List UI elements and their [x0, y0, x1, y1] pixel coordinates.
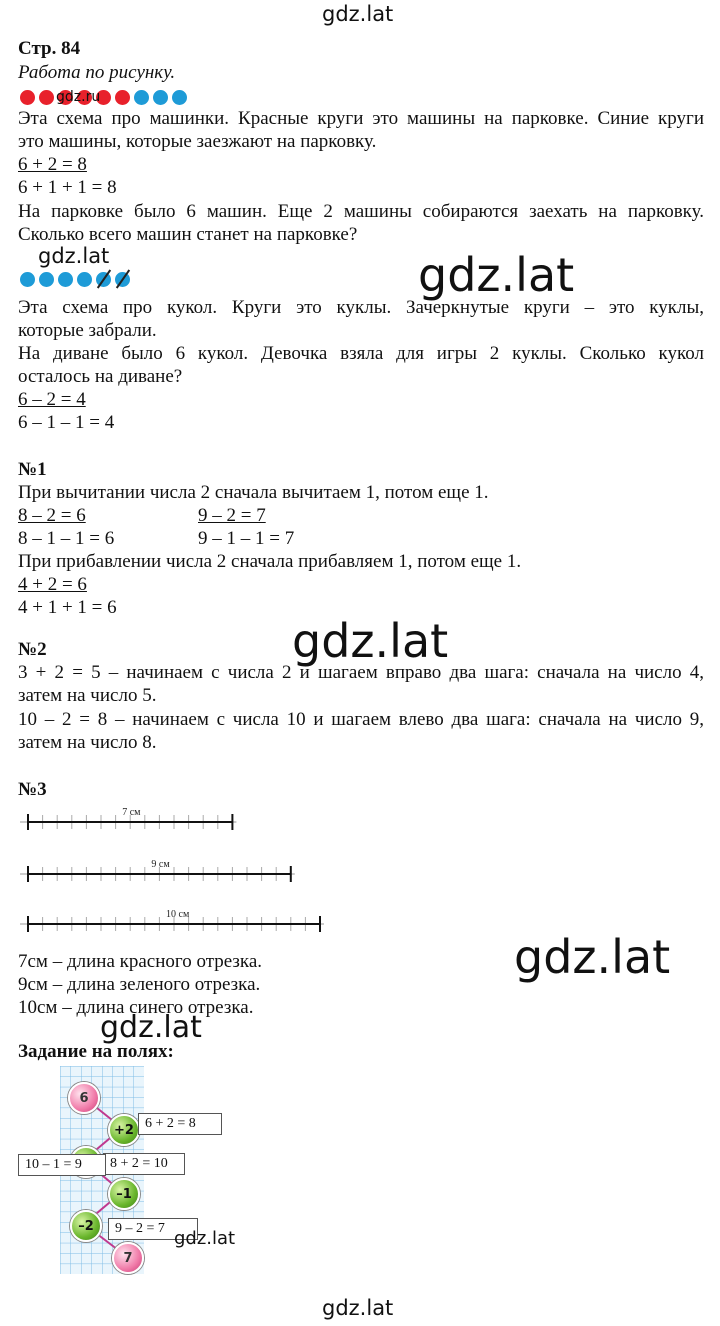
- n2-line2: затем на число 5.: [18, 685, 157, 706]
- n2-line3: 10 – 2 = 8 – начинаем с числа 10 и шагаем влево два шага: сначала на число 9,: [18, 709, 704, 730]
- strike-icon: [116, 269, 130, 288]
- crossed-circle: [96, 272, 111, 287]
- watermark-small-2: gdz.lat: [38, 244, 110, 268]
- watermark-top: gdz.lat: [322, 2, 394, 26]
- box-2: 8 + 2 = 10: [103, 1153, 185, 1175]
- ruler-label: 9 см: [151, 859, 170, 870]
- blue-circle: [20, 272, 35, 287]
- red-circle: [115, 90, 130, 105]
- ruler-label: 7 см: [122, 807, 141, 818]
- watermark-bottom: gdz.lat: [322, 1296, 394, 1320]
- n1-eqA2: 8 – 1 – 1 = 6: [18, 528, 115, 549]
- n2-line4: затем на число 8.: [18, 732, 157, 753]
- red-circle: [20, 90, 35, 105]
- diagram-node: –2: [70, 1210, 102, 1242]
- n1-eqA1: 8 – 2 = 6: [18, 505, 86, 526]
- page-title: Стр. 84: [18, 38, 81, 59]
- p2-eq2: 6 – 1 – 1 = 4: [18, 412, 115, 433]
- n2-title: №2: [18, 639, 47, 660]
- box-3: 10 – 1 = 9: [18, 1154, 106, 1176]
- n3-line2: 9см – длина зеленого отрезка.: [18, 974, 261, 995]
- ruler-label: 10 см: [166, 909, 190, 920]
- p2-line1: Эта схема про кукол. Круги это куклы. Зачеркнутые круги – это куклы,: [18, 297, 704, 318]
- subtitle: Работа по рисунку.: [18, 62, 176, 83]
- watermark-big-3: gdz.lat: [514, 930, 671, 984]
- n3-title: №3: [18, 779, 47, 800]
- n2-line1: 3 + 2 = 5 – начинаем с числа 2 и шагаем вправо два шага: сначала на число 4,: [18, 662, 704, 683]
- p1-line4: Сколько всего машин станет на парковке?: [18, 224, 358, 245]
- p2-line3: На диване было 6 кукол. Девочка взяла для игры 2 куклы. Сколько кукол: [18, 343, 704, 364]
- p2-line4: осталось на диване?: [18, 366, 183, 387]
- strike-icon: [97, 269, 111, 288]
- watermark-small-3: gdz.lat: [174, 1228, 236, 1249]
- p1-line2: это машины, которые заезжают на парковку.: [18, 131, 377, 152]
- p2-eq1: 6 – 2 = 4: [18, 389, 86, 410]
- box-4: 9 – 2 = 7: [108, 1218, 198, 1240]
- blue-circle: [39, 272, 54, 287]
- watermark-ru: gdz.ru: [56, 89, 101, 105]
- blue-circle: [134, 90, 149, 105]
- blue-circle: [58, 272, 73, 287]
- crossed-circle: [115, 272, 130, 287]
- n1-eqB2: 9 – 1 – 1 = 7: [198, 528, 295, 549]
- n1-title: №1: [18, 459, 47, 480]
- watermark-medium: gdz.lat: [100, 1010, 202, 1045]
- watermark-big-2: gdz.lat: [292, 614, 449, 668]
- blue-circle: [153, 90, 168, 105]
- diagram-node: 6: [68, 1082, 100, 1114]
- blue-circle: [77, 272, 92, 287]
- red-circle: [39, 90, 54, 105]
- n1-line2: При прибавлении числа 2 сначала прибавляем 1, потом еще 1.: [18, 551, 522, 572]
- diagram-node: +2: [108, 1114, 140, 1146]
- p1-line1: Эта схема про машинки. Красные круги это машины на парковке. Синие круги: [18, 108, 704, 129]
- n1-eqB1: 9 – 2 = 7: [198, 505, 266, 526]
- p2-line2: которые забрали.: [18, 320, 157, 341]
- diagram-node: –1: [108, 1178, 140, 1210]
- n1-eq4: 4 + 1 + 1 = 6: [18, 597, 117, 618]
- n3-line3: 10см – длина синего отрезка.: [18, 997, 254, 1018]
- scheme-dolls: [20, 272, 134, 292]
- n1-line1: При вычитании числа 2 сначала вычитаем 1, потом еще 1.: [18, 482, 489, 503]
- p1-eq1: 6 + 2 = 8: [18, 154, 87, 175]
- watermark-big-1: gdz.lat: [418, 248, 575, 302]
- margin-task-title: Задание на полях:: [18, 1041, 174, 1062]
- rulers: [18, 800, 358, 945]
- scheme-cars: [20, 90, 191, 110]
- blue-circle: [172, 90, 187, 105]
- p1-line3: На парковке было 6 машин. Еще 2 машины собираются заехать на парковку.: [18, 201, 704, 222]
- n3-line1: 7см – длина красного отрезка.: [18, 951, 263, 972]
- p1-eq2: 6 + 1 + 1 = 8: [18, 177, 117, 198]
- rulers-svg: [18, 800, 358, 940]
- diagram-node: 7: [112, 1242, 144, 1274]
- n1-eq3: 4 + 2 = 6: [18, 574, 87, 595]
- box-1: 6 + 2 = 8: [138, 1113, 222, 1135]
